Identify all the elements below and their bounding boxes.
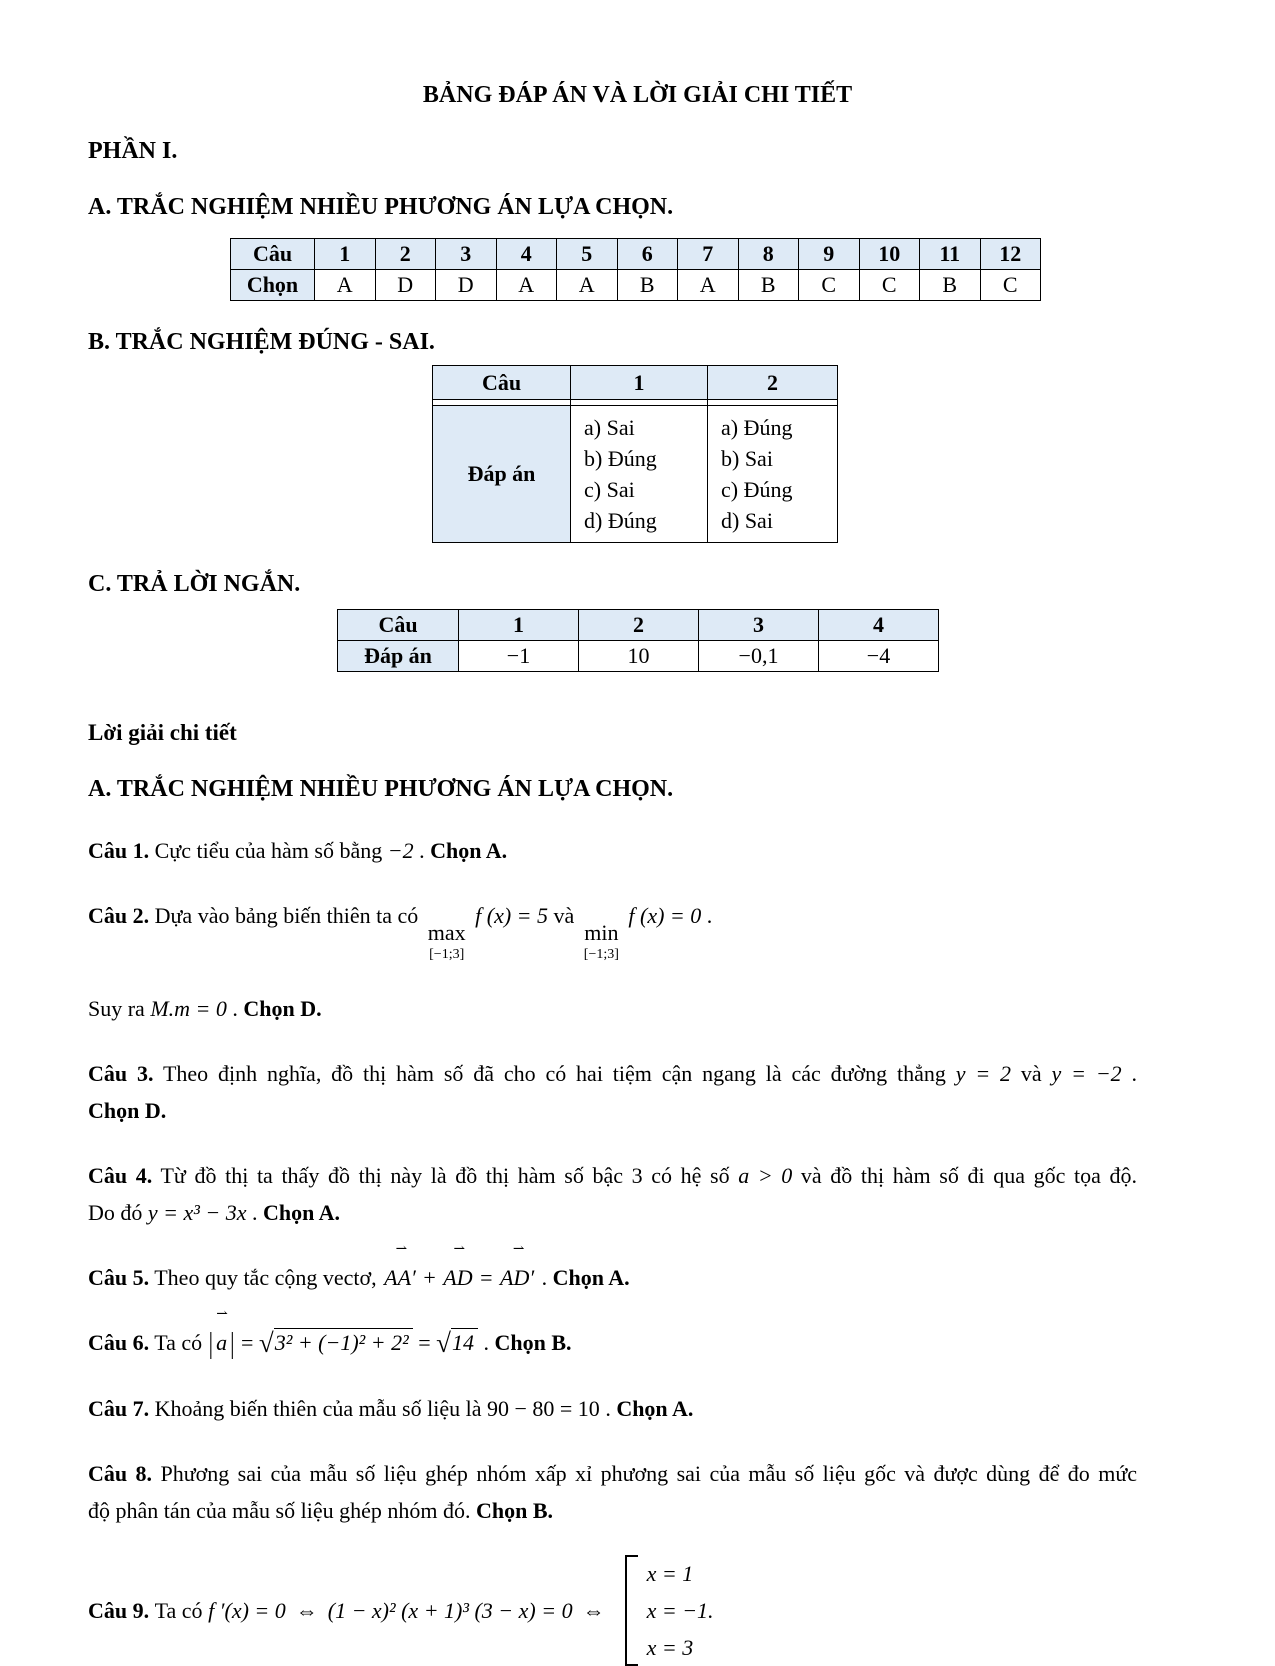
chosen-answer: Chọn A. — [262, 1200, 341, 1225]
chosen-answer: Chọn D. — [243, 996, 322, 1021]
equals-sign: = — [240, 1330, 254, 1355]
answer-cell: B — [920, 270, 981, 301]
vector-arrow-icon: ⇀ — [216, 1307, 228, 1322]
solution-text: Khoảng biến thiên của mẫu số liệu là — [154, 1396, 482, 1421]
solution-question-6 — [88, 1307, 1137, 1362]
math-expression: a — [216, 1330, 228, 1355]
sentence-period: . — [706, 903, 713, 928]
case-line: x = 1 — [646, 1561, 694, 1586]
sqrt-sign: √ — [436, 1328, 451, 1358]
section-c-heading: C. TRẢ LỜI NGẮN. — [88, 571, 301, 597]
section-a2-heading: A. TRẮC NGHIỆM NHIỀU PHƯƠNG ÁN LỰA CHỌN. — [88, 776, 674, 802]
chosen-answer: Chọn A. — [430, 838, 508, 863]
table-header-row — [338, 610, 939, 641]
answer-cell: C — [859, 270, 920, 301]
solution-cases — [625, 1555, 714, 1666]
math-expression: M.m = 0 — [150, 996, 227, 1021]
question-label: Câu 4. — [88, 1163, 153, 1188]
vector-arrow-icon: ⇀ — [453, 1242, 466, 1257]
question-label: Câu 6. — [88, 1330, 150, 1355]
sentence-period: . — [541, 1265, 548, 1290]
question-number-cell: 3 — [436, 239, 497, 270]
conclusion-line — [88, 1194, 1137, 1231]
solution-question-8 — [88, 1455, 1137, 1529]
solution-text: Suy ra — [88, 996, 145, 1021]
document-title: BẢNG ĐÁP ÁN VÀ LỜI GIẢI CHI TIẾT — [422, 82, 853, 108]
sub-answer: a) Đúng — [721, 415, 793, 440]
iff-symbol: ⇔ — [295, 1597, 318, 1623]
solution-question-9 — [88, 1555, 1137, 1666]
sub-answer: b) Đúng — [584, 446, 657, 471]
answer-cell: A — [496, 270, 557, 301]
solution-text: Cực tiểu của hàm số bằng — [154, 838, 383, 863]
table-corner-cell: Câu — [231, 239, 315, 270]
sub-answer: c) Đúng — [721, 477, 793, 502]
question-number-cell: 1 — [459, 610, 579, 641]
chosen-answer: Chọn B. — [494, 1330, 572, 1355]
chosen-answer: Chọn B. — [475, 1498, 554, 1523]
question-number-cell: 1 — [315, 239, 376, 270]
answer-cell: C — [799, 270, 860, 301]
sentence-period: . — [605, 1396, 611, 1421]
vector-arrow-icon: ⇀ — [395, 1242, 408, 1257]
row-label-cell: Chọn — [231, 270, 315, 301]
radicand: 14 — [451, 1328, 478, 1356]
sentence-period: . — [232, 996, 238, 1021]
question-number-cell: 8 — [738, 239, 799, 270]
question-label: Câu 1. — [88, 838, 150, 863]
abs-bar: | — [208, 1325, 214, 1360]
solutions-heading: Lời giải chi tiết — [88, 720, 237, 745]
question-label: Câu 3. — [88, 1061, 154, 1086]
answer-cell: −4 — [819, 641, 939, 672]
math-expression: f (x) = 0 — [628, 903, 702, 928]
sub-answer: c) Sai — [584, 477, 635, 502]
solution-question-7 — [88, 1390, 1137, 1427]
solution-question-2-conclusion — [88, 990, 1137, 1027]
math-expression: f ′(x) = 0 — [208, 1597, 286, 1623]
solution-text: Ta có — [154, 1330, 203, 1355]
abs-bar: | — [230, 1325, 235, 1360]
solution-text: và — [1020, 1061, 1042, 1086]
answer-cell: B — [738, 270, 799, 301]
cases-bracket — [625, 1555, 638, 1666]
answer-cell-question-2 — [708, 406, 838, 543]
table-header-row — [231, 239, 1041, 270]
math-expression: y = −2 — [1051, 1061, 1122, 1086]
sentence-period: . — [1131, 1061, 1138, 1086]
solution-question-5 — [88, 1242, 1137, 1296]
sentence-period: . — [251, 1200, 258, 1225]
answer-cell: −0,1 — [699, 641, 819, 672]
question-number-cell: 10 — [859, 239, 920, 270]
question-label: Câu 5. — [88, 1265, 150, 1290]
solution-text: Từ đồ thị ta thấy đồ thị này là đồ thị hàm số bậc 3 có hệ số — [160, 1163, 730, 1188]
conclusion-line — [88, 1092, 1137, 1129]
multiple-choice-answer-table — [230, 238, 1041, 301]
answer-cell: 10 — [579, 641, 699, 672]
answer-cell-question-1 — [571, 406, 708, 543]
justified-line — [88, 1055, 1137, 1092]
sub-answer: d) Đúng — [584, 508, 657, 533]
max-operator — [428, 922, 466, 962]
solution-text: Phương sai của mẫu số liệu ghép nhóm xấp xỉ phương sai của mẫu số liệu gốc và được dùng để đo mức — [160, 1461, 1138, 1486]
row-label-cell: Đáp án — [433, 406, 571, 543]
solution-text: Dựa vào bảng biến thiên ta có — [154, 903, 419, 928]
answer-cell: C — [980, 270, 1041, 301]
justified-line — [88, 1157, 1137, 1194]
table-header-row — [433, 366, 838, 400]
radicand: 3² + (−1)² + 2² — [274, 1328, 413, 1356]
equals-sign: = — [480, 1265, 493, 1290]
sub-answer: d) Sai — [721, 508, 773, 533]
answer-cell: D — [436, 270, 497, 301]
question-number-cell: 2 — [579, 610, 699, 641]
answer-row — [338, 641, 939, 672]
question-number-cell: 6 — [617, 239, 678, 270]
equals-sign: = — [418, 1330, 431, 1355]
math-expression: (1 − x)² (x + 1)³ (3 − x) = 0 — [327, 1597, 573, 1623]
short-answer-table — [337, 609, 939, 672]
answer-cell: −1 — [459, 641, 579, 672]
math-expression: y = 2 — [955, 1061, 1012, 1086]
sentence-period: . — [483, 1330, 489, 1355]
math-expression: AD — [443, 1265, 473, 1290]
solution-text: độ phân tán của mẫu số liệu ghép nhóm đó. — [88, 1498, 471, 1523]
math-expression: f (x) = 5 — [475, 903, 549, 928]
part-heading: PHẦN I. — [88, 138, 178, 164]
question-number-cell: 1 — [571, 366, 708, 400]
case-line: x = 3 — [646, 1635, 694, 1660]
solution-question-4 — [88, 1157, 1137, 1231]
math-expression: −2 — [387, 838, 414, 863]
question-number-cell: 7 — [678, 239, 739, 270]
solution-question-2 — [88, 897, 1137, 962]
justified-line — [88, 1455, 1137, 1492]
plus-sign: + — [423, 1265, 436, 1290]
table-corner-cell: Câu — [433, 366, 571, 400]
operator: min — [584, 920, 619, 945]
question-number-cell: 11 — [920, 239, 981, 270]
section-b-heading: B. TRẮC NGHIỆM ĐÚNG - SAI. — [88, 329, 435, 355]
math-expression: AD′ — [500, 1265, 535, 1290]
question-label: Câu 9. — [88, 1597, 150, 1623]
question-number-cell: 4 — [819, 610, 939, 641]
question-number-cell: 5 — [557, 239, 618, 270]
question-number-cell: 9 — [799, 239, 860, 270]
sentence-period: . — [419, 838, 425, 863]
answer-cell: A — [678, 270, 739, 301]
conclusion-line — [88, 1492, 1137, 1529]
section-a-heading: A. TRẮC NGHIỆM NHIỀU PHƯƠNG ÁN LỰA CHỌN. — [88, 194, 674, 220]
case-line: x = −1. — [646, 1598, 714, 1623]
sqrt-sign: √ — [258, 1328, 274, 1358]
solution-text: Do đó — [88, 1200, 143, 1225]
question-number-cell: 2 — [375, 239, 436, 270]
math-expression: y = x³ − 3x — [147, 1200, 247, 1225]
operator-subscript: [−1;3] — [583, 947, 619, 962]
question-number-cell: 4 — [496, 239, 557, 270]
min-operator — [584, 922, 619, 962]
true-false-answer-table — [432, 365, 838, 543]
answer-cell: A — [315, 270, 376, 301]
solution-text: Theo định nghĩa, đồ thị hàm số đã cho có hai tiệm cận ngang là các đường thẳng — [162, 1061, 946, 1086]
answer-cell: B — [617, 270, 678, 301]
operator: max — [427, 920, 466, 945]
vector-term — [216, 1307, 228, 1361]
math-expression: a > 0 — [738, 1163, 793, 1188]
solution-question-3 — [88, 1055, 1137, 1129]
solution-question-1 — [88, 832, 1137, 869]
chosen-answer: Chọn D. — [88, 1098, 167, 1123]
table-corner-cell: Câu — [338, 610, 459, 641]
vector-term — [384, 1242, 416, 1296]
chosen-answer: Chọn A. — [616, 1396, 694, 1421]
row-label-cell: Đáp án — [338, 641, 459, 672]
solution-text: Theo quy tắc cộng vectơ, — [154, 1265, 377, 1290]
question-number-cell: 3 — [699, 610, 819, 641]
cases-lines — [638, 1555, 714, 1666]
solution-text: và đồ thị hàm số đi qua gốc tọa độ. — [800, 1163, 1137, 1188]
iff-symbol: ⇔ — [582, 1597, 605, 1623]
question-label: Câu 2. — [88, 903, 150, 928]
math-expression: 90 − 80 = 10 — [486, 1396, 600, 1421]
vector-arrow-icon: ⇀ — [512, 1242, 525, 1257]
answer-cell: A — [557, 270, 618, 301]
answer-row — [231, 270, 1041, 301]
operator-subscript: [−1;3] — [429, 947, 465, 962]
math-expression: AA′ — [384, 1265, 416, 1290]
solution-text: và — [553, 903, 575, 928]
question-number-cell: 2 — [708, 366, 838, 400]
vector-term — [443, 1242, 473, 1296]
answer-cell: D — [375, 270, 436, 301]
question-label: Câu 8. — [88, 1461, 153, 1486]
chosen-answer: Chọn A. — [552, 1265, 630, 1290]
vector-term — [500, 1242, 535, 1296]
solution-text: Ta có — [154, 1597, 203, 1623]
sub-answer: b) Sai — [721, 446, 773, 471]
answer-row — [433, 406, 838, 543]
sub-answer: a) Sai — [584, 415, 635, 440]
question-label: Câu 7. — [88, 1396, 150, 1421]
question-number-cell: 12 — [980, 239, 1041, 270]
